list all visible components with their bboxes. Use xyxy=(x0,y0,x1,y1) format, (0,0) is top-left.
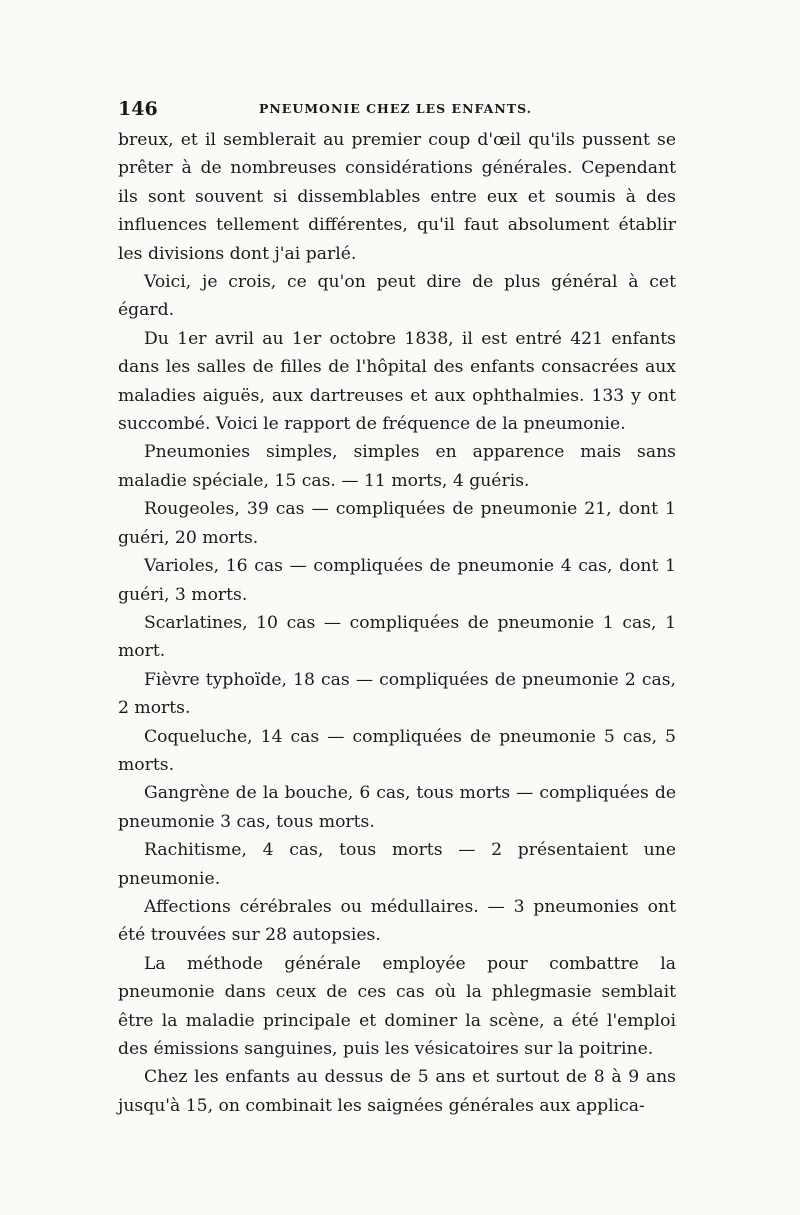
page-header xyxy=(118,98,673,122)
paragraph-continuation: breux, et il semblerait au premier coup d'œil qu'ils pussent se prêter à de nombreuses considérations générales. Cependant ils sont souvent si dissemblables entre eux et soumis à des influences tellement différentes, qu'il faut absolument établir les divisions dont j'ai parlé. xyxy=(118,130,676,264)
paragraph: Pneumonies simples, simples en apparence mais sans maladie spéciale, 15 cas. — 11 morts, 4 guéris. xyxy=(118,442,676,491)
paragraph: Coqueluche, 14 cas — compliquées de pneumonie 5 cas, 5 morts. xyxy=(118,726,676,775)
paragraph: Rougeoles, 39 cas — compliquées de pneumonie 21, dont 1 guéri, 20 morts. xyxy=(118,499,676,548)
paragraph: Varioles, 16 cas — compliquées de pneumonie 4 cas, dont 1 guéri, 3 morts. xyxy=(118,556,676,605)
paragraph: Gangrène de la bouche, 6 cas, tous morts — compliquées de pneumonie 3 cas, tous morts. xyxy=(118,783,676,832)
paragraph: Rachitisme, 4 cas, tous morts — 2 présentaient une pneumonie. xyxy=(118,840,676,889)
paragraph: Scarlatines, 10 cas — compliquées de pneumonie 1 cas, 1 mort. xyxy=(118,612,676,662)
paragraph: Voici, je crois, ce qu'on peut dire de plus général à cet égard. xyxy=(118,272,676,321)
paragraph: Affections cérébrales ou médullaires. — 3 pneumonies ont été trouvées sur 28 autopsies. xyxy=(118,896,676,946)
running-title: PNEUMONIE CHEZ LES ENFANTS. xyxy=(258,101,533,116)
paragraph: Du 1er avril au 1er octobre 1838, il est entré 421 enfants dans les salles de filles de l'hôpital des enfants consacrées aux maladies aiguës, aux dartreuses et aux ophthalmies. 133 y ont succombé. Voici le rapport de fréquence de la pneumonie. xyxy=(118,328,676,435)
paragraph: Fièvre typhoïde, 18 cas — compliquées de pneumonie 2 cas, 2 morts. xyxy=(118,669,676,719)
body-text xyxy=(118,126,676,1120)
paragraph: La méthode générale employée pour combattre la pneumonie dans ceux de ces cas où la phlegmasie semblait être la maladie principale et dominer la scène, a été l'emploi des émissions sanguines, puis les vésicatoires sur la poitrine. xyxy=(118,953,676,1059)
page-number: 146 xyxy=(118,98,158,120)
paragraph: Chez les enfants au dessus de 5 ans et surtout de 8 à 9 ans jusqu'à 15, on combinait les saignées générales aux applica- xyxy=(118,1067,676,1116)
